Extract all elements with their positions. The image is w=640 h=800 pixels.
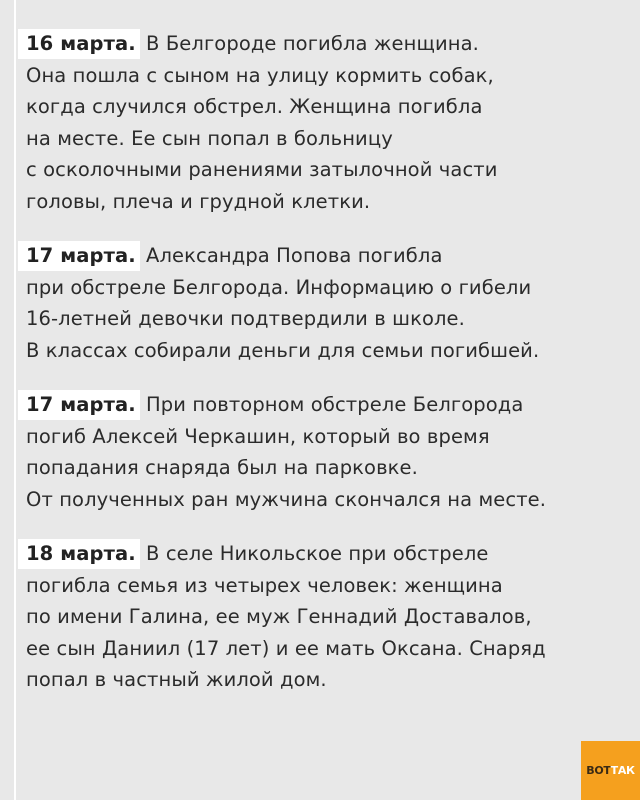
- entry-text-line: головы, плеча и грудной клетки.: [26, 189, 371, 213]
- logo-part-1: ВОТ: [586, 764, 611, 777]
- news-entry: [26, 389, 626, 515]
- entry-text-line: по имени Галина, ее муж Геннадий Доставалов,: [26, 605, 532, 628]
- news-feed: [26, 28, 626, 696]
- entry-date: 17 марта.: [18, 241, 140, 271]
- entry-text-line: погиб Алексей Черкашин, который во время: [26, 424, 490, 448]
- entry-text-line: на месте. Ее сын попал в больницу: [26, 126, 393, 150]
- entry-text-line: При повторном обстреле Белгорода: [139, 393, 524, 416]
- entry-text-line: В Белгороде погибла женщина.: [139, 32, 479, 55]
- logo-part-2: ТАК: [610, 764, 635, 777]
- entry-text-line: погибла семья из четырех человек: женщина: [26, 573, 503, 597]
- entry-date: 18 марта.: [18, 539, 140, 569]
- brand-logo-text: [586, 764, 634, 777]
- entry-text-line: попадания снаряда был на парковке.: [26, 456, 418, 479]
- entry-text-line: ее сын Даниил (17 лет) и ее мать Оксана. Снаряд: [26, 636, 546, 660]
- entry-first-line: [26, 28, 626, 60]
- brand-logo: [581, 741, 640, 800]
- entry-date: 17 марта.: [18, 390, 140, 420]
- news-entry: [26, 538, 626, 696]
- entry-first-line: [26, 389, 626, 421]
- entry-text-line: 16-летней девочки подтвердили в школе.: [26, 307, 465, 330]
- entry-text-line: В селе Никольское при обстреле: [139, 542, 489, 565]
- entry-text-line: когда случился обстрел. Женщина погибла: [26, 95, 483, 118]
- entry-text-line: Александра Попова погибла: [139, 244, 443, 267]
- entry-text-line: при обстреле Белгорода. Информацию о гибели: [26, 275, 532, 299]
- entry-text-line: Она пошла с сыном на улицу кормить собак,: [26, 63, 494, 87]
- left-accent-rule: [14, 0, 16, 800]
- entry-first-line: [26, 240, 626, 272]
- entry-date: 16 марта.: [18, 29, 140, 59]
- entry-text-line: От полученных ран мужчина скончался на месте.: [26, 487, 547, 511]
- news-entry: [26, 240, 626, 366]
- entry-text-line: В классах собирали деньги для семьи погибшей.: [26, 338, 540, 362]
- entry-text-line: с осколочными ранениями затылочной части: [26, 158, 498, 181]
- entry-text-line: попал в частный жилой дом.: [26, 668, 327, 691]
- entry-first-line: [26, 538, 626, 570]
- news-entry: [26, 28, 626, 217]
